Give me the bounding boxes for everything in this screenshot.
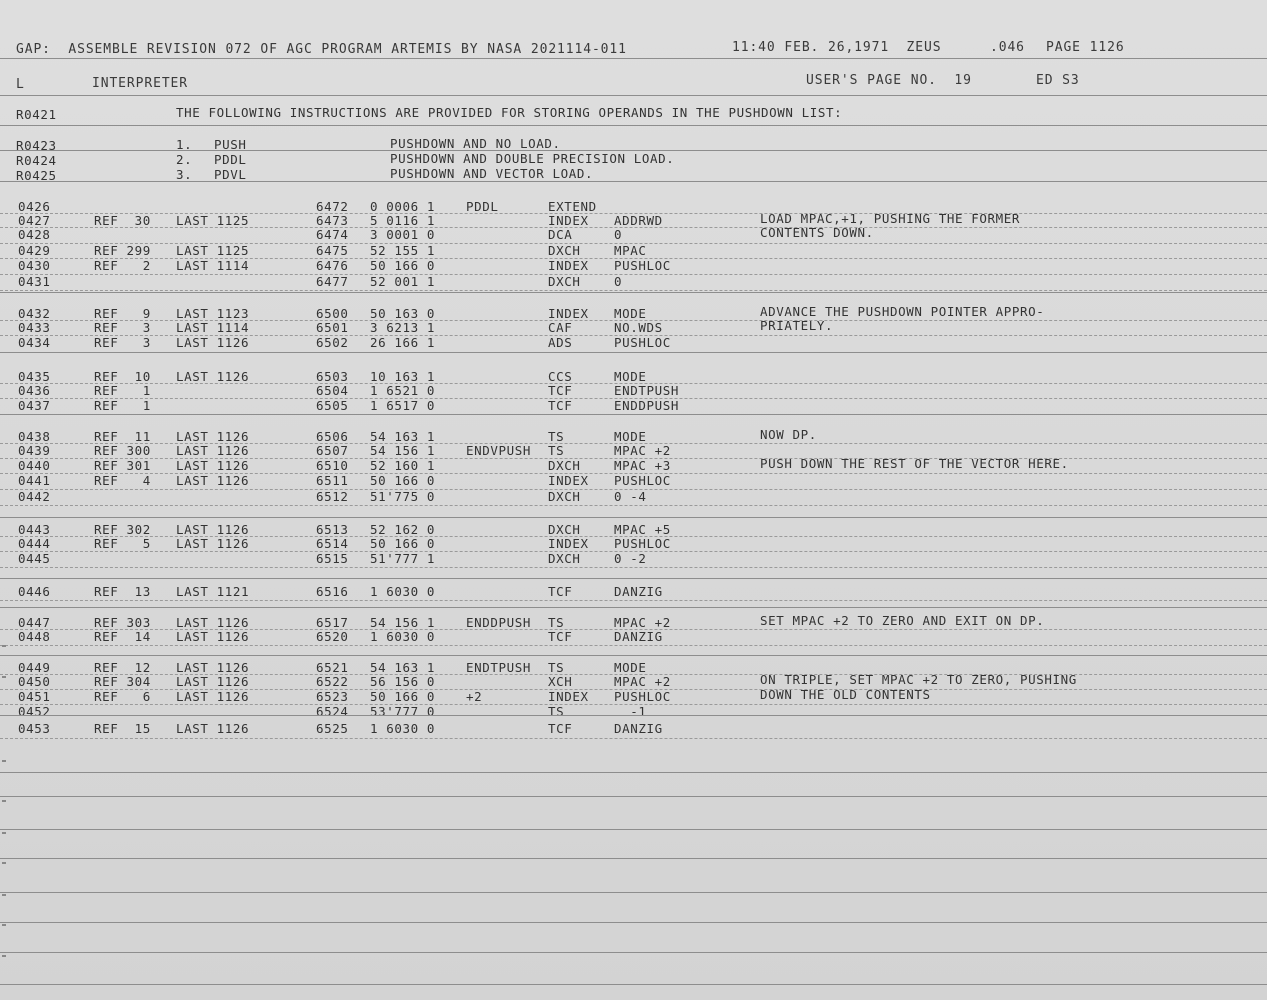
list-item-desc: PUSHDOWN AND NO LOAD. bbox=[390, 136, 561, 151]
comment: NOW DP. bbox=[760, 427, 817, 442]
address: 6515 bbox=[316, 551, 349, 566]
address: 6505 bbox=[316, 398, 349, 413]
last-page: LAST 1126 bbox=[176, 473, 250, 488]
comment: PRIATELY. bbox=[760, 318, 834, 333]
operand: MPAC +5 bbox=[614, 522, 671, 537]
object-code: 50 166 0 bbox=[370, 689, 436, 704]
address: 6504 bbox=[316, 383, 349, 398]
object-code: 10 163 1 bbox=[370, 369, 436, 384]
ref-count: REF 14 bbox=[94, 629, 151, 644]
object-code: 54 163 1 bbox=[370, 660, 436, 675]
address: 6501 bbox=[316, 320, 349, 335]
rule-line bbox=[0, 213, 1267, 214]
ref-count: REF 6 bbox=[94, 689, 151, 704]
ref-count: REF 2 bbox=[94, 258, 151, 273]
ref-count: REF 3 bbox=[94, 320, 151, 335]
rule-line bbox=[0, 58, 1267, 59]
line-seq: 0429 bbox=[18, 243, 51, 258]
object-code: 52 160 1 bbox=[370, 458, 436, 473]
address: 6523 bbox=[316, 689, 349, 704]
margin-tick bbox=[2, 645, 6, 647]
line-seq: 0449 bbox=[18, 660, 51, 675]
last-page: LAST 1126 bbox=[176, 660, 250, 675]
opcode: DXCH bbox=[548, 489, 581, 504]
operand: PUSHLOC bbox=[614, 536, 671, 551]
location-label: PDDL bbox=[466, 199, 499, 214]
list-item-number: 2. bbox=[176, 152, 193, 167]
line-seq: 0436 bbox=[18, 383, 51, 398]
ref-count: REF 299 bbox=[94, 243, 151, 258]
ref-count: REF 11 bbox=[94, 429, 151, 444]
location-label: ENDVPUSH bbox=[466, 443, 532, 458]
operand: PUSHLOC bbox=[614, 473, 671, 488]
list-item-name: PDVL bbox=[214, 167, 247, 182]
margin-tick bbox=[2, 760, 6, 762]
operand: 0 -4 bbox=[614, 489, 647, 504]
rule-line bbox=[0, 738, 1267, 739]
line-seq: 0452 bbox=[18, 704, 51, 719]
list-item-seq: R0423 bbox=[16, 138, 57, 153]
rule-line bbox=[0, 335, 1267, 336]
list-item-name: PDDL bbox=[214, 152, 247, 167]
ref-count: REF 303 bbox=[94, 615, 151, 630]
rule-line bbox=[0, 352, 1267, 353]
object-code: 50 166 0 bbox=[370, 473, 436, 488]
object-code: 54 156 1 bbox=[370, 443, 436, 458]
rule-line bbox=[0, 689, 1267, 690]
operand: ENDDPUSH bbox=[614, 398, 680, 413]
comment: ON TRIPLE, SET MPAC +2 TO ZERO, PUSHING bbox=[760, 672, 1077, 687]
rule-line bbox=[0, 414, 1267, 415]
rule-line bbox=[0, 922, 1267, 923]
rule-line bbox=[0, 150, 1267, 151]
rule-line bbox=[0, 551, 1267, 552]
address: 6472 bbox=[316, 199, 349, 214]
rule-line bbox=[0, 952, 1267, 953]
last-page: LAST 1126 bbox=[176, 335, 250, 350]
opcode: CAF bbox=[548, 320, 573, 335]
opcode: TS bbox=[548, 704, 565, 719]
rule-line bbox=[0, 704, 1267, 705]
object-code: 52 001 1 bbox=[370, 274, 436, 289]
opcode: DXCH bbox=[548, 243, 581, 258]
line-seq: 0437 bbox=[18, 398, 51, 413]
ref-count: REF 5 bbox=[94, 536, 151, 551]
opcode: INDEX bbox=[548, 306, 589, 321]
operand: NO.WDS bbox=[614, 320, 663, 335]
object-code: 3 0001 0 bbox=[370, 227, 436, 242]
rule-line bbox=[0, 536, 1267, 537]
comment: DOWN THE OLD CONTENTS bbox=[760, 687, 931, 702]
location-label: ENDTPUSH bbox=[466, 660, 532, 675]
rule-line bbox=[0, 458, 1267, 459]
operand: MPAC +2 bbox=[614, 674, 671, 689]
object-code: 50 166 0 bbox=[370, 258, 436, 273]
comment: CONTENTS DOWN. bbox=[760, 225, 874, 240]
opcode: DXCH bbox=[548, 458, 581, 473]
address: 6510 bbox=[316, 458, 349, 473]
last-page: LAST 1114 bbox=[176, 258, 250, 273]
object-code: 26 166 1 bbox=[370, 335, 436, 350]
rule-line bbox=[0, 655, 1267, 656]
margin-tick bbox=[2, 800, 6, 802]
line-seq: 0441 bbox=[18, 473, 51, 488]
address: 6520 bbox=[316, 629, 349, 644]
ref-count: REF 15 bbox=[94, 721, 151, 736]
line-seq: 0439 bbox=[18, 443, 51, 458]
operand: MPAC +2 bbox=[614, 615, 671, 630]
opcode: INDEX bbox=[548, 258, 589, 273]
last-page: LAST 1126 bbox=[176, 629, 250, 644]
line-seq: 0430 bbox=[18, 258, 51, 273]
comment: ADVANCE THE PUSHDOWN POINTER APPRO- bbox=[760, 304, 1045, 319]
list-item-desc: PUSHDOWN AND DOUBLE PRECISION LOAD. bbox=[390, 151, 675, 166]
list-item-name: PUSH bbox=[214, 137, 247, 152]
rule-line bbox=[0, 489, 1267, 490]
program-header: GAP: ASSEMBLE REVISION 072 OF AGC PROGRAM ARTEMIS BY NASA 2021114-011 bbox=[16, 42, 627, 57]
operand: ADDRWD bbox=[614, 213, 663, 228]
rule-line bbox=[0, 443, 1267, 444]
rule-line bbox=[0, 645, 1267, 646]
page-number: PAGE 1126 bbox=[1046, 40, 1125, 55]
line-seq: 0438 bbox=[18, 429, 51, 444]
object-code: 50 163 0 bbox=[370, 306, 436, 321]
list-item-number: 3. bbox=[176, 167, 193, 182]
operand: DANZIG bbox=[614, 721, 663, 736]
operand: MPAC +2 bbox=[614, 443, 671, 458]
line-seq: 0434 bbox=[18, 335, 51, 350]
object-code: 5 0116 1 bbox=[370, 213, 436, 228]
rule-line bbox=[0, 181, 1267, 182]
ref-count: REF 4 bbox=[94, 473, 151, 488]
last-page: LAST 1126 bbox=[176, 429, 250, 444]
address: 6473 bbox=[316, 213, 349, 228]
last-page: LAST 1126 bbox=[176, 458, 250, 473]
last-page: LAST 1126 bbox=[176, 369, 250, 384]
rule-line bbox=[0, 796, 1267, 797]
line-seq: 0431 bbox=[18, 274, 51, 289]
intro-text: THE FOLLOWING INSTRUCTIONS ARE PROVIDED FOR STORING OPERANDS IN THE PUSHDOWN LIST: bbox=[176, 105, 843, 120]
rule-line bbox=[0, 274, 1267, 275]
object-code: 51'777 1 bbox=[370, 551, 436, 566]
rule-line bbox=[0, 578, 1267, 579]
opcode: TCF bbox=[548, 383, 573, 398]
margin-tick bbox=[2, 924, 6, 926]
line-seq: 0450 bbox=[18, 674, 51, 689]
comment: PUSH DOWN THE REST OF THE VECTOR HERE. bbox=[760, 456, 1069, 471]
margin-tick bbox=[2, 832, 6, 834]
margin-tick bbox=[2, 676, 6, 678]
ref-count: REF 10 bbox=[94, 369, 151, 384]
operand: MODE bbox=[614, 369, 647, 384]
last-page: LAST 1126 bbox=[176, 536, 250, 551]
ref-count: REF 1 bbox=[94, 398, 151, 413]
rule-line bbox=[0, 600, 1267, 601]
object-code: 1 6521 0 bbox=[370, 383, 436, 398]
operand: PUSHLOC bbox=[614, 258, 671, 273]
line-seq: 0444 bbox=[18, 536, 51, 551]
rule-line bbox=[0, 383, 1267, 384]
object-code: 56 156 0 bbox=[370, 674, 436, 689]
comment: LOAD MPAC,+1, PUSHING THE FORMER bbox=[760, 211, 1021, 226]
rule-line bbox=[0, 398, 1267, 399]
line-seq: 0451 bbox=[18, 689, 51, 704]
address: 6503 bbox=[316, 369, 349, 384]
operand: PUSHLOC bbox=[614, 335, 671, 350]
address: 6506 bbox=[316, 429, 349, 444]
object-code: 1 6517 0 bbox=[370, 398, 436, 413]
address: 6517 bbox=[316, 615, 349, 630]
object-code: 1 6030 0 bbox=[370, 721, 436, 736]
object-code: 3 6213 1 bbox=[370, 320, 436, 335]
rule-line bbox=[0, 125, 1267, 126]
opcode: TS bbox=[548, 429, 565, 444]
address: 6502 bbox=[316, 335, 349, 350]
last-page: LAST 1126 bbox=[176, 674, 250, 689]
location-label: +2 bbox=[466, 689, 483, 704]
last-page: LAST 1121 bbox=[176, 584, 250, 599]
ref-count: REF 9 bbox=[94, 306, 151, 321]
opcode: TCF bbox=[548, 398, 573, 413]
last-page: LAST 1126 bbox=[176, 443, 250, 458]
timestamp: 11:40 FEB. 26,1971 ZEUS bbox=[732, 40, 942, 55]
operand: 0 bbox=[614, 227, 623, 242]
opcode: EXTEND bbox=[548, 199, 597, 214]
ref-count: REF 1 bbox=[94, 383, 151, 398]
address: 6475 bbox=[316, 243, 349, 258]
rule-line bbox=[0, 292, 1267, 293]
list-item-desc: PUSHDOWN AND VECTOR LOAD. bbox=[390, 166, 594, 181]
line-seq: 0447 bbox=[18, 615, 51, 630]
rule-line bbox=[0, 858, 1267, 859]
rule-line bbox=[0, 567, 1267, 568]
object-code: 0 0006 1 bbox=[370, 199, 436, 214]
rule-line bbox=[0, 320, 1267, 321]
last-page: LAST 1126 bbox=[176, 615, 250, 630]
opcode: XCH bbox=[548, 674, 573, 689]
address: 6500 bbox=[316, 306, 349, 321]
operand: MODE bbox=[614, 660, 647, 675]
opcode: INDEX bbox=[548, 473, 589, 488]
rule-line bbox=[0, 892, 1267, 893]
opcode: DXCH bbox=[548, 522, 581, 537]
address: 6516 bbox=[316, 584, 349, 599]
address: 6521 bbox=[316, 660, 349, 675]
address: 6511 bbox=[316, 473, 349, 488]
margin-tick bbox=[2, 955, 6, 957]
line-seq: 0442 bbox=[18, 489, 51, 504]
address: 6512 bbox=[316, 489, 349, 504]
address: 6476 bbox=[316, 258, 349, 273]
last-page: LAST 1123 bbox=[176, 306, 250, 321]
operand: 0 bbox=[614, 274, 623, 289]
last-page: LAST 1126 bbox=[176, 522, 250, 537]
last-page: LAST 1125 bbox=[176, 213, 250, 228]
list-item-seq: R0424 bbox=[16, 153, 57, 168]
address: 6474 bbox=[316, 227, 349, 242]
rule-line bbox=[0, 984, 1267, 985]
opcode: INDEX bbox=[548, 213, 589, 228]
ref-count: REF 300 bbox=[94, 443, 151, 458]
operand: ENDTPUSH bbox=[614, 383, 680, 398]
operand: DANZIG bbox=[614, 629, 663, 644]
opcode: TCF bbox=[548, 629, 573, 644]
opcode: INDEX bbox=[548, 536, 589, 551]
last-page: LAST 1114 bbox=[176, 320, 250, 335]
edition: ED S3 bbox=[1036, 73, 1080, 88]
rule-line bbox=[0, 629, 1267, 630]
rule-line bbox=[0, 607, 1267, 608]
opcode: TS bbox=[548, 660, 565, 675]
address: 6513 bbox=[316, 522, 349, 537]
rule-line bbox=[0, 517, 1267, 518]
line-seq: 0440 bbox=[18, 458, 51, 473]
ref-count: REF 302 bbox=[94, 522, 151, 537]
object-code: 52 162 0 bbox=[370, 522, 436, 537]
opcode: TCF bbox=[548, 584, 573, 599]
line-seq: 0453 bbox=[18, 721, 51, 736]
line-seq: 0427 bbox=[18, 213, 51, 228]
rule-line bbox=[0, 715, 1267, 716]
address: 6525 bbox=[316, 721, 349, 736]
operand: DANZIG bbox=[614, 584, 663, 599]
operand: -1 bbox=[614, 704, 647, 719]
line-seq: 0433 bbox=[18, 320, 51, 335]
opcode: TCF bbox=[548, 721, 573, 736]
line-seq: 0428 bbox=[18, 227, 51, 242]
opcode: INDEX bbox=[548, 689, 589, 704]
opcode: DCA bbox=[548, 227, 573, 242]
object-code: 52 155 1 bbox=[370, 243, 436, 258]
object-code: 50 166 0 bbox=[370, 536, 436, 551]
address: 6477 bbox=[316, 274, 349, 289]
last-page: LAST 1126 bbox=[176, 721, 250, 736]
object-code: 1 6030 0 bbox=[370, 629, 436, 644]
opcode: ADS bbox=[548, 335, 573, 350]
line-seq: 0432 bbox=[18, 306, 51, 321]
line-seq: 0448 bbox=[18, 629, 51, 644]
ref-count: REF 304 bbox=[94, 674, 151, 689]
opcode: CCS bbox=[548, 369, 573, 384]
rule-line bbox=[0, 674, 1267, 675]
margin-tick bbox=[2, 894, 6, 896]
job-number: .046 bbox=[990, 40, 1025, 55]
opcode: DXCH bbox=[548, 274, 581, 289]
object-code: 53'777 0 bbox=[370, 704, 436, 719]
rule-line bbox=[0, 243, 1267, 244]
address: 6514 bbox=[316, 536, 349, 551]
object-code: 51'775 0 bbox=[370, 489, 436, 504]
ref-count: REF 301 bbox=[94, 458, 151, 473]
operand: MPAC bbox=[614, 243, 647, 258]
last-page: LAST 1125 bbox=[176, 243, 250, 258]
operand: PUSHLOC bbox=[614, 689, 671, 704]
comment: SET MPAC +2 TO ZERO AND EXIT ON DP. bbox=[760, 613, 1045, 628]
operand: MODE bbox=[614, 429, 647, 444]
intro-seq: R0421 bbox=[16, 107, 57, 122]
line-seq: 0445 bbox=[18, 551, 51, 566]
ref-count: REF 30 bbox=[94, 213, 151, 228]
user-page-number: USER'S PAGE NO. 19 bbox=[806, 73, 972, 88]
rule-line bbox=[0, 258, 1267, 259]
rule-line bbox=[0, 95, 1267, 96]
line-seq: 0446 bbox=[18, 584, 51, 599]
object-code: 1 6030 0 bbox=[370, 584, 436, 599]
list-item-seq: R0425 bbox=[16, 168, 57, 183]
rule-line bbox=[0, 473, 1267, 474]
last-page: LAST 1126 bbox=[176, 689, 250, 704]
opcode: TS bbox=[548, 443, 565, 458]
margin-tick bbox=[2, 862, 6, 864]
object-code: 54 163 1 bbox=[370, 429, 436, 444]
operand: MPAC +3 bbox=[614, 458, 671, 473]
address: 6507 bbox=[316, 443, 349, 458]
line-seq: 0435 bbox=[18, 369, 51, 384]
operand: 0 -2 bbox=[614, 551, 647, 566]
address: 6524 bbox=[316, 704, 349, 719]
location-label: ENDDPUSH bbox=[466, 615, 532, 630]
line-seq: 0443 bbox=[18, 522, 51, 537]
opcode: TS bbox=[548, 615, 565, 630]
ref-count: REF 3 bbox=[94, 335, 151, 350]
rule-line bbox=[0, 290, 1267, 291]
line-seq: 0426 bbox=[18, 199, 51, 214]
rule-line bbox=[0, 772, 1267, 773]
opcode: DXCH bbox=[548, 551, 581, 566]
list-item-number: 1. bbox=[176, 137, 193, 152]
ref-count: REF 12 bbox=[94, 660, 151, 675]
address: 6522 bbox=[316, 674, 349, 689]
ref-count: REF 13 bbox=[94, 584, 151, 599]
section-code: L bbox=[16, 77, 25, 92]
rule-line bbox=[0, 227, 1267, 228]
rule-line bbox=[0, 829, 1267, 830]
section-name: INTERPRETER bbox=[92, 76, 188, 91]
rule-line bbox=[0, 505, 1267, 506]
object-code: 54 156 1 bbox=[370, 615, 436, 630]
operand: MODE bbox=[614, 306, 647, 321]
